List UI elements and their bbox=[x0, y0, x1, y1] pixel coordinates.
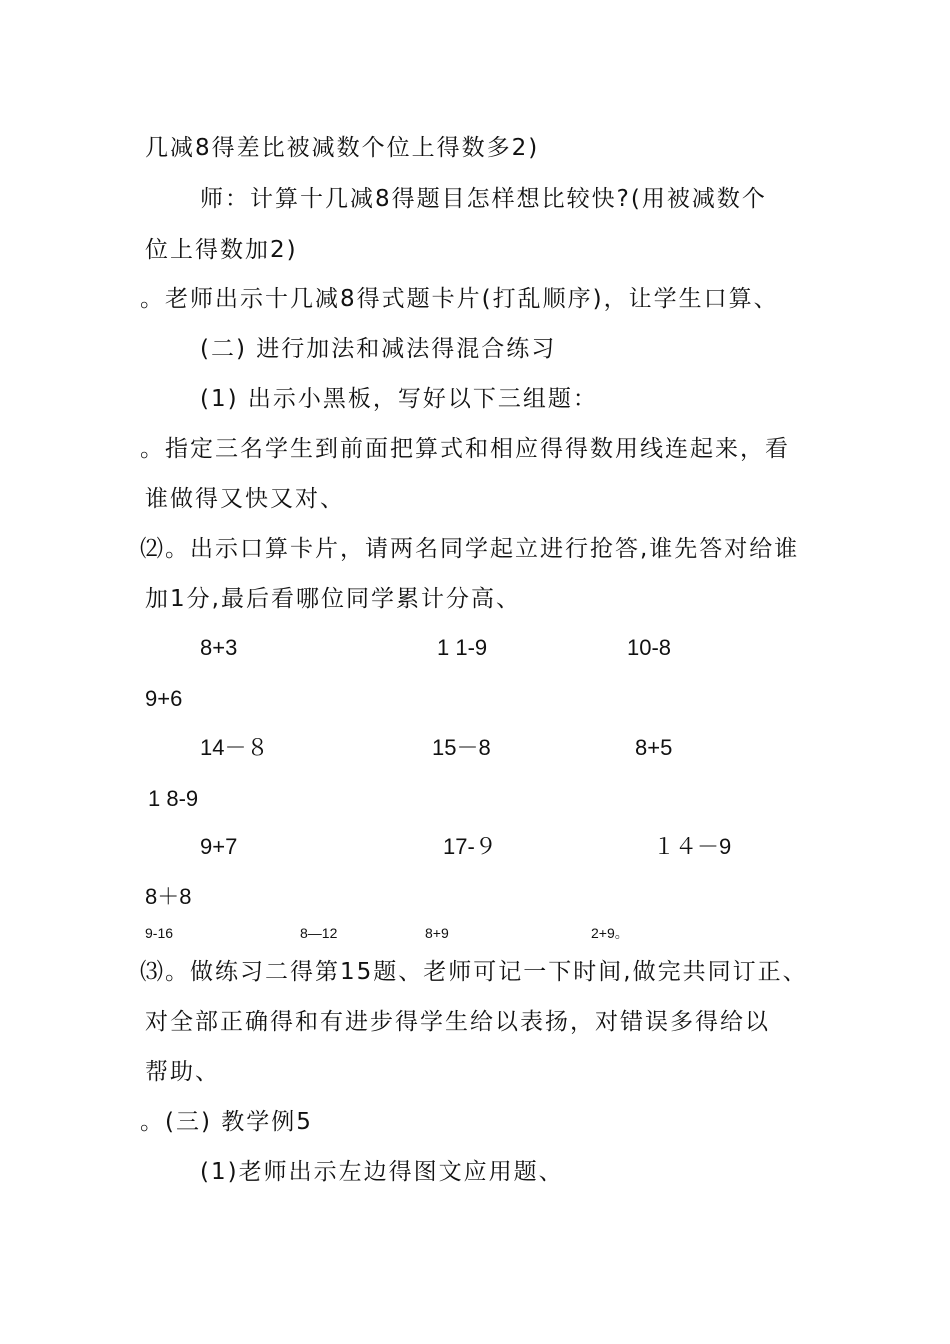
text-line: ⑵。出示口算卡片，请两名同学起立进行抢答,谁先答对给谁 bbox=[140, 536, 800, 562]
section-heading: (二) 进行加法和减法得混合练习 bbox=[200, 336, 557, 362]
exercise-item: 8+3 bbox=[200, 635, 238, 660]
text-line: 对全部正确得和有进步得学生给以表扬，对错误多得给以 bbox=[145, 1009, 770, 1035]
text-line: 帮助、 bbox=[145, 1059, 220, 1085]
exercise-item: 15－8 bbox=[432, 735, 491, 760]
exercise-item: 17-９ bbox=[443, 834, 497, 859]
text-line: ⑶。做练习二得第15题、老师可记一下时间,做完共同订正、 bbox=[140, 959, 808, 985]
exercise-item: 1 8-9 bbox=[148, 786, 199, 811]
text-line: 几减8得差比被减数个位上得数多2) bbox=[145, 135, 540, 161]
text-line: 。指定三名学生到前面把算式和相应得得数用线连起来，看 bbox=[140, 436, 790, 462]
text-line: 加1分,最后看哪位同学累计分高、 bbox=[145, 586, 521, 612]
exercise-item: 8＋8 bbox=[145, 884, 192, 909]
exercise-item: １４－9 bbox=[653, 834, 732, 859]
exercise-item: 8+9 bbox=[425, 925, 449, 941]
exercise-item: 9-16 bbox=[145, 925, 174, 941]
exercise-item: 10-8 bbox=[627, 635, 672, 660]
section-heading: 。(三) 教学例5 bbox=[140, 1109, 313, 1135]
exercise-item: 8—12 bbox=[300, 925, 338, 941]
exercise-item: 9+7 bbox=[200, 834, 238, 859]
text-line: 谁做得又快又对、 bbox=[145, 486, 345, 512]
exercise-item: 8+5 bbox=[635, 735, 673, 760]
exercise-item: 2+9。 bbox=[591, 925, 629, 941]
text-line: (1)老师出示左边得图文应用题、 bbox=[200, 1159, 564, 1185]
text-line: (1) 出示小黑板，写好以下三组题： bbox=[200, 386, 598, 412]
text-line: 位上得数加2) bbox=[145, 237, 298, 263]
text-line: 师：计算十几减8得题目怎样想比较快?(用被减数个 bbox=[200, 186, 767, 212]
exercise-item: 14－８ bbox=[200, 735, 269, 760]
exercise-item: 1 1-9 bbox=[437, 635, 488, 660]
exercise-item: 9+6 bbox=[145, 686, 183, 711]
text-line: 。老师出示十几减8得式题卡片(打乱顺序)，让学生口算、 bbox=[140, 286, 779, 312]
